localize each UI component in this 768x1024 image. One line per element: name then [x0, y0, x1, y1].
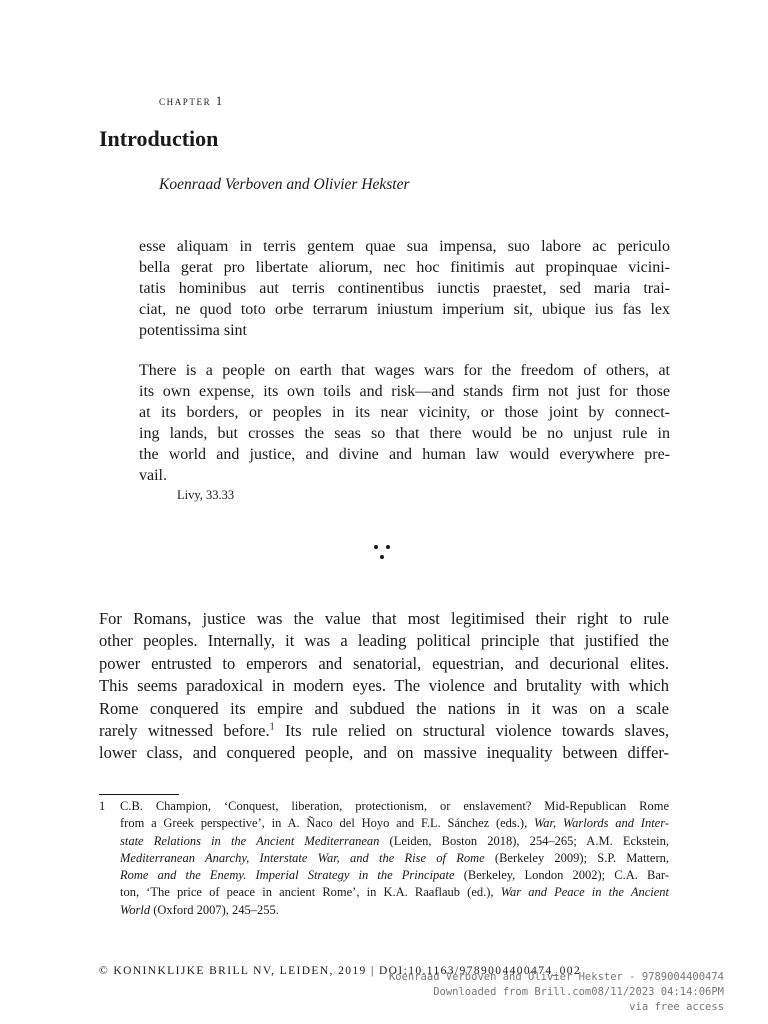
- body-line: power entrusted to emperors and senatorial, equestrian, and decurional elites.: [99, 653, 669, 673]
- watermark-line: Downloaded from Brill.com08/11/2023 04:14:06PM: [433, 986, 724, 998]
- footnote-text-run: (Leiden, Boston 2018), 254–265; A.M. Eckstein,: [379, 833, 669, 848]
- footnote-title-run: state Relations in the Ancient Mediterranean: [120, 833, 380, 848]
- body-line-text: Its rule relied on structural violence towards slaves,: [274, 721, 669, 741]
- body-paragraph: [99, 608, 669, 765]
- footnote-title-run: War, Warlords and Inter-: [533, 816, 669, 831]
- footnote-text-run: from a Greek perspective’, in A. Ñaco del Hoyo and F.L. Sánchez (eds.),: [120, 816, 534, 831]
- epigraph-citation: Livy, 33.33: [177, 488, 235, 502]
- epigraph-english-line: ing lands, but crosses the seas so that there would be no unjust rule in: [139, 425, 670, 442]
- footnote-line: [120, 902, 669, 919]
- copyright-doi: © KONINKLIJKE BRILL NV, LEIDEN, 2019 | DOI:10.1163/9789004400474_002: [99, 965, 582, 977]
- footnote-line: [120, 815, 669, 832]
- epigraph-latin-line: bella gerat pro libertate aliorum, nec hoc finitimis aut propinquae vicini-: [139, 259, 670, 276]
- ornament-dot: [386, 545, 390, 549]
- chapter-label: chapter 1: [159, 94, 224, 108]
- footnote-text-run: (Berkeley 2009); S.P. Mattern,: [484, 850, 669, 865]
- footnote-title-run: World: [120, 902, 151, 917]
- footnote-text: [120, 798, 669, 919]
- body-line: [99, 720, 669, 742]
- body-line: Rome conquered its empire and subdued the nations in it was on a scale: [99, 698, 669, 718]
- footnote-ref[interactable]: 1: [269, 721, 275, 733]
- footnote-line: [120, 850, 669, 867]
- epigraph-english-line: There is a people on earth that wages wars for the freedom of others, at: [139, 362, 670, 379]
- epigraph-latin: [139, 236, 670, 341]
- epigraph-english: [139, 360, 670, 486]
- body-line: lower class, and conquered people, and on massive inequality between differ-: [99, 743, 669, 763]
- section-ornament: [372, 542, 396, 562]
- download-watermark: [389, 970, 724, 1015]
- footnote-text-run: ton, ‘The price of peace in ancient Rome’, in K.A. Raaflaub (ed.),: [120, 885, 501, 900]
- body-line: other peoples. Internally, it was a leading political principle that justified the: [99, 631, 669, 651]
- chapter-authors: Koenraad Verboven and Olivier Hekster: [159, 176, 410, 193]
- ornament-dot: [380, 555, 384, 559]
- footnote-text-run: (Berkeley, London 2002); C.A. Bar-: [454, 868, 669, 883]
- epigraph-english-line: the world and justice, and divine and human law would everywhere pre-: [139, 446, 670, 463]
- epigraph-latin-line: ciat, ne quod toto orbe terrarum iniustum imperium sit, ubique ius fas lex: [139, 301, 670, 318]
- footnote-rule: [99, 794, 179, 795]
- epigraph-english-line: at its borders, or peoples in its near vicinity, or those joint by connect-: [139, 404, 670, 421]
- epigraph-latin-line: tatis hominibus aut terris continentibus iunctis praestet, sed maria trai-: [139, 280, 670, 297]
- footnote-line: [120, 884, 669, 901]
- footnote-line: [120, 833, 669, 850]
- footnote-title-run: War and Peace in the Ancient: [500, 885, 669, 900]
- epigraph-latin-line: potentissima sint: [139, 322, 247, 339]
- epigraph-latin-line: esse aliquam in terris gentem quae sua impensa, suo labore ac periculo: [139, 238, 670, 255]
- chapter-title: Introduction: [99, 126, 219, 151]
- footnote-number: 1: [99, 799, 106, 813]
- epigraph-english-line: its own expense, its own toils and risk—and stands firm not just for those: [139, 383, 670, 400]
- watermark-line: Koenraad Verboven and Olivier Hekster - 9789004400474: [388, 971, 724, 983]
- body-line-text: rarely witnessed before.: [99, 721, 270, 741]
- footnote-line: C.B. Champion, ‘Conquest, liberation, protectionism, or enslavement? Mid-Republican Rome: [120, 799, 669, 813]
- footnote-line: [120, 867, 669, 884]
- footnote-text-run: (Oxford 2007), 245–255.: [150, 902, 279, 917]
- watermark-line: via free access: [629, 1001, 724, 1013]
- epigraph-english-line: vail.: [139, 467, 167, 484]
- body-line: For Romans, justice was the value that most legitimised their right to rule: [99, 609, 669, 628]
- footnote-title-run: Mediterranean Anarchy, Interstate War, and the Rise of Rome: [120, 850, 485, 865]
- ornament-dot: [374, 545, 378, 549]
- footnote-title-run: Rome and the Enemy. Imperial Strategy in the Principate: [120, 868, 455, 883]
- body-line: This seems paradoxical in modern eyes. The violence and brutality with which: [99, 676, 669, 696]
